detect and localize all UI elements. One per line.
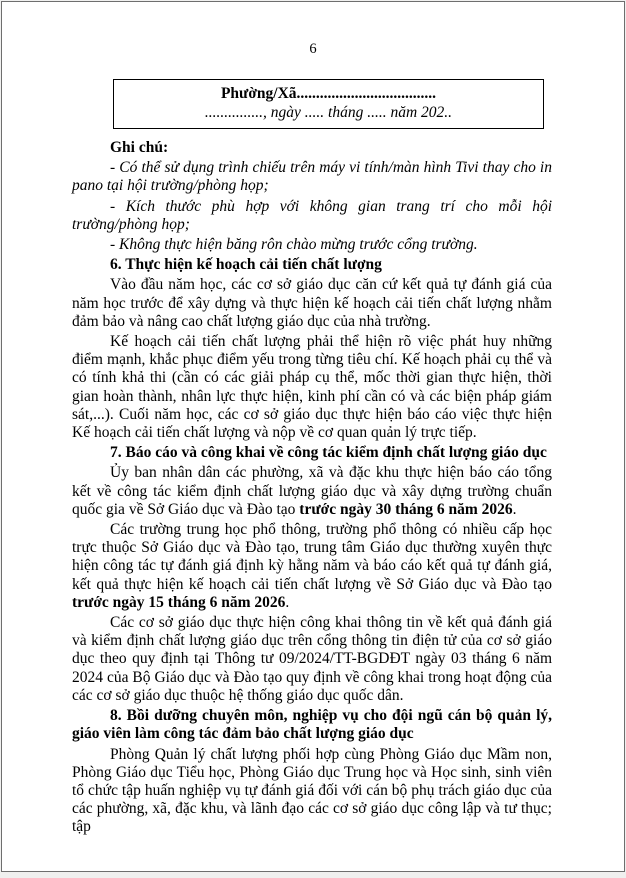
place-line: Phường/Xã.................................... xyxy=(220,85,437,102)
place-date-box xyxy=(113,79,544,129)
date-line: ..............., ngày ..... tháng ..... năm 202.. xyxy=(204,104,453,121)
notes-heading: Ghi chú: xyxy=(110,139,169,156)
section-7-para-1-text: Ủy ban nhân dân các phường, xã và đặc khu thực hiện báo cáo tổng kết về công tác kiểm định chất lượng giáo dục và xây dựng trường chuẩn quốc gia về Sở Giáo dục và Đào tạo xyxy=(72,464,552,518)
section-7-heading: 7. Báo cáo và công khai về công tác kiểm định chất lượng giáo dục xyxy=(110,444,547,462)
section-7-para-1-deadline: trước ngày 30 tháng 6 năm 2026 xyxy=(299,500,513,518)
document-page xyxy=(1,1,625,872)
section-7-para-2 xyxy=(72,521,552,612)
page-content xyxy=(2,79,624,837)
page-number: 6 xyxy=(309,41,317,57)
section-7-para-2-text: Các trường trung học phổ thông, trường phổ thông có nhiều cấp học trực thuộc Sở Giáo dục và Đào tạo, trung tâm Giáo dục thường xuyên thực hiện công tác tự đánh giá định kỳ hằng năm và báo cáo kết quả tự đánh giá, kết quả thực hiện kế hoạch cải tiến chất lượng về Sở Giáo dục và Đào tạo xyxy=(72,521,552,593)
section-7-para-1 xyxy=(72,464,552,519)
section-6-heading: 6. Thực hiện kế hoạch cải tiến chất lượng xyxy=(110,256,382,274)
section-7-para-2-period: . xyxy=(285,593,290,611)
section-7-para-1-period: . xyxy=(512,500,517,518)
section-6-para-2: Kế hoạch cải tiến chất lượng phải thể hiện rõ việc phát huy những điểm mạnh, khắc phục điểm yếu trong từng tiêu chí. Kế hoạch phải cụ thể và có tính khả thi (cần có các giải pháp cụ thể, mốc thời gian thực hiện, thời gian hoàn thành, nhân lực thực hiện, kinh phí cần có và các biện pháp giám sát,...). Cuối năm học, các cơ sở giáo dục thực hiện báo cáo việc thực hiện Kế hoạch cải tiến chất lượng và nộp về cơ quan quản lý trực tiếp. xyxy=(72,333,552,442)
note-item-2: - Kích thước phù hợp với không gian trang trí cho mỗi hội trường/phòng họp; xyxy=(72,197,552,233)
note-item-3: - Không thực hiện băng rôn chào mừng trước cổng trường. xyxy=(110,236,478,254)
note-item-1: - Có thể sử dụng trình chiếu trên máy vi tính/màn hình Tivi thay cho in pano tại hội trường/phòng họp; xyxy=(72,159,552,195)
section-8-heading: 8. Bồi dưỡng chuyên môn, nghiệp vụ cho đội ngũ cán bộ quản lý, giáo viên làm công tác đảm bảo chất lượng giáo dục xyxy=(72,707,552,743)
section-7-para-2-deadline: trước ngày 15 tháng 6 năm 2026 xyxy=(72,593,286,611)
section-8-para-1: Phòng Quản lý chất lượng phối hợp cùng Phòng Giáo dục Mầm non, Phòng Giáo dục Tiểu học, Phòng Giáo dục Trung học và Học sinh, sinh viên tổ chức tập huấn nghiệp vụ tự đánh giá đối với cán bộ phụ trách giáo dục của các phường, xã, đặc khu, và lãnh đạo các cơ sở giáo dục công lập và tư thục; tập xyxy=(72,745,552,836)
section-6-para-1: Vào đầu năm học, các cơ sở giáo dục căn cứ kết quả tự đánh giá của năm học trước để xây dựng và thực hiện kế hoạch cải tiến chất lượng nhằm đảm bảo và nâng cao chất lượng giáo dục của nhà trường. xyxy=(72,276,552,330)
section-7-para-3: Các cơ sở giáo dục thực hiện công khai thông tin về kết quả đánh giá và kiểm định chất lượng giáo dục trên cổng thông tin điện tử của cơ sở giáo dục theo quy định tại Thông tư 09/2024/TT-BGDĐT ngày 03 tháng 6 năm 2024 của Bộ Giáo dục và Đào tạo quy định về công khai trong hoạt động của các cơ sở giáo dục thuộc hệ thống giáo dục quốc dân. xyxy=(72,614,552,704)
